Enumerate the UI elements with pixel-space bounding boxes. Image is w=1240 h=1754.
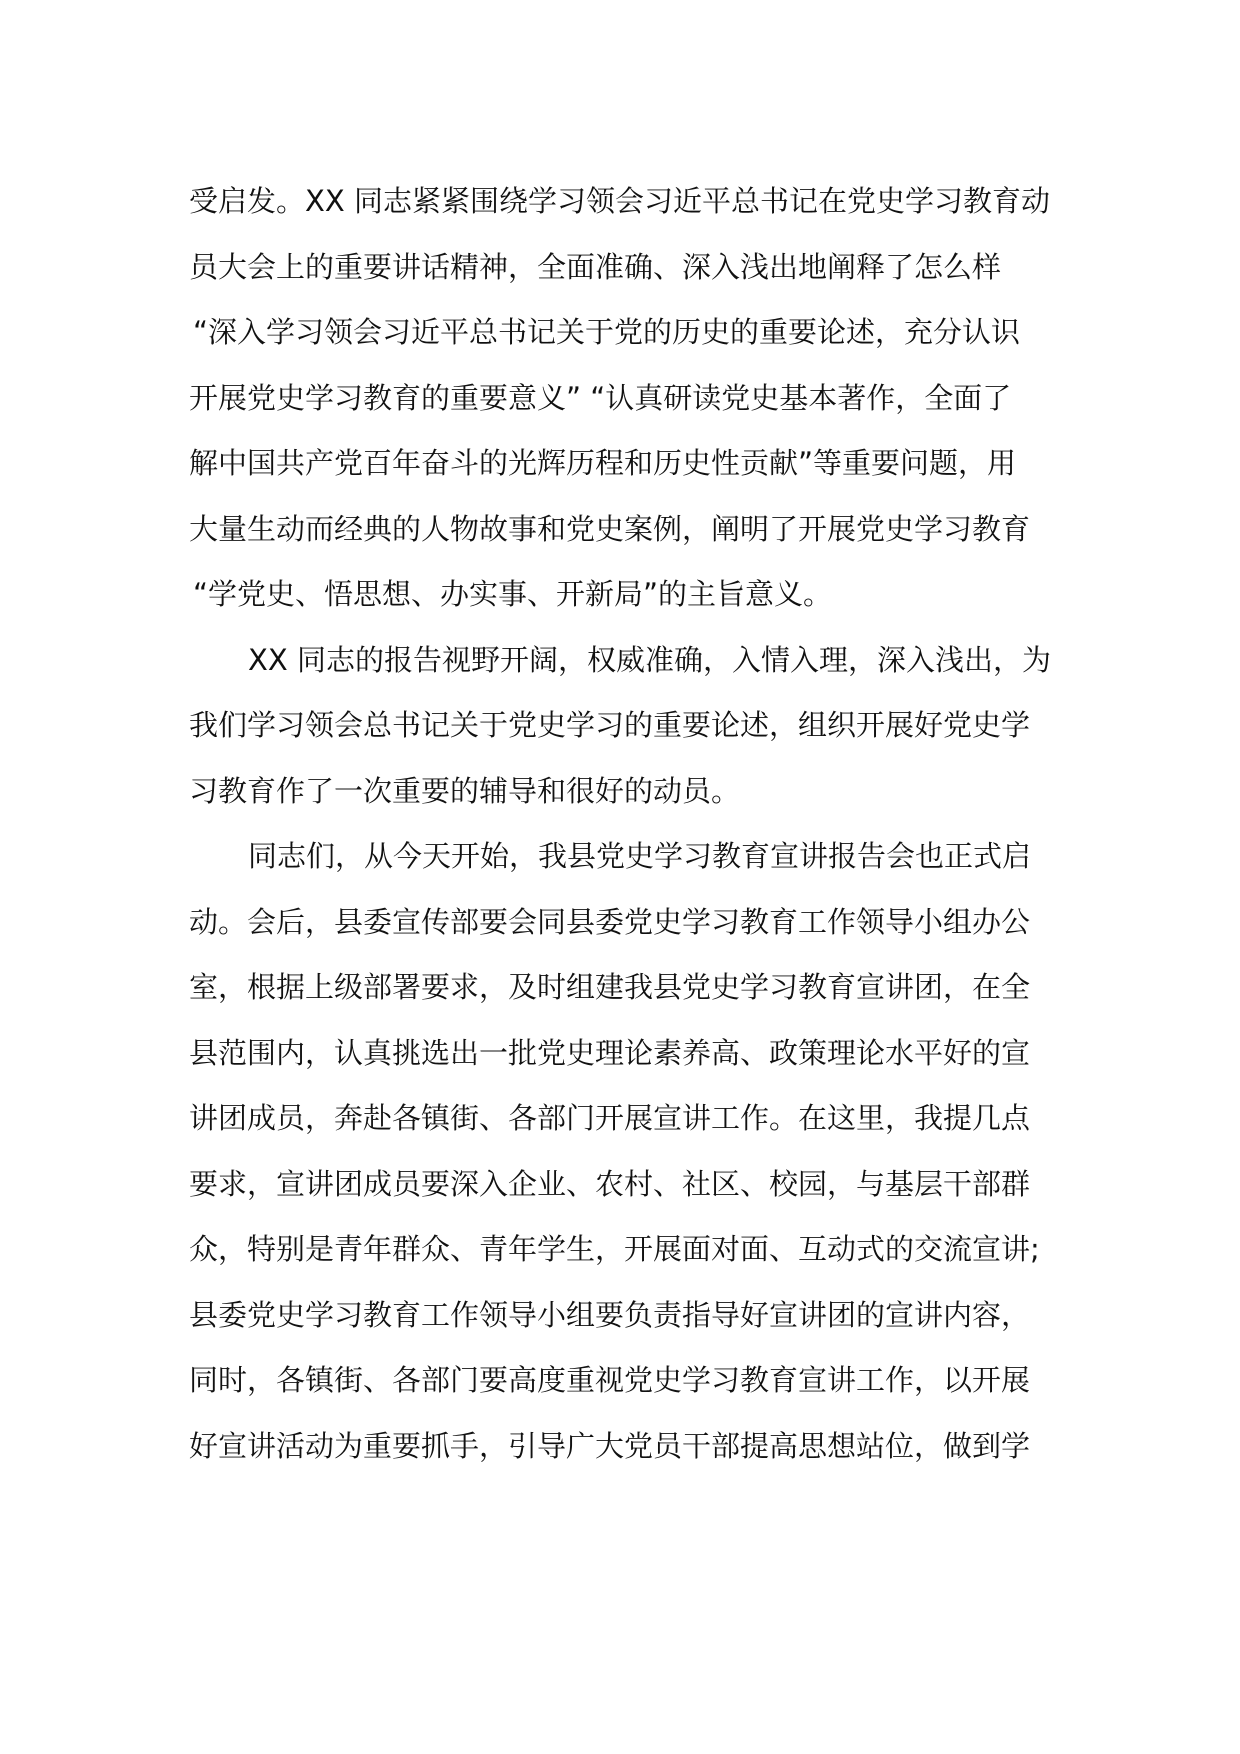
text-line: 讲团成员，奔赴各镇街、各部门开展宣讲工作。在这里，我提几点 <box>189 1101 1031 1135</box>
text-line: 我们学习领会总书记关于党史学习的重要论述，组织开展好党史学 <box>189 708 1031 742</box>
text-line: 开展党史学习教育的重要意义” “认真研读党史基本著作，全面了 <box>189 380 1012 415</box>
text-line: 受启发。XX 同志紧紧围绕学习领会习近平总书记在党史学习教育动 <box>189 184 1050 218</box>
text-line: 习教育作了一次重要的辅导和很好的动员。 <box>189 773 741 808</box>
text-line: 好宣讲活动为重要抓手，引导广大党员干部提高思想站位，做到学 <box>189 1428 1031 1463</box>
paragraph-first-line: 同志们，从今天开始，我县党史学习教育宣讲报告会也正式启 <box>248 839 1032 873</box>
text-line: 室，根据上级部署要求，及时组建我县党史学习教育宣讲团，在全 <box>189 970 1031 1004</box>
text-line: 县范围内，认真挑选出一批党史理论素养高、政策理论水平好的宣 <box>189 1035 1031 1070</box>
text-line: 动。会后，县委宣传部要会同县委党史学习教育工作领导小组办公 <box>189 904 1031 939</box>
text-line: 众，特别是青年群众、青年学生，开展面对面、互动式的交流宣讲; <box>189 1232 1040 1266</box>
body-text <box>189 169 1059 1479</box>
text-line: “深入学习领会习近平总书记关于党的历史的重要论述，充分认识 <box>193 315 1021 349</box>
text-line: 大量生动而经典的人物故事和党史案例，阐明了开展党史学习教育 <box>189 511 1031 546</box>
text-line: 要求，宣讲团成员要深入企业、农村、社区、校园，与基层干部群 <box>189 1166 1031 1201</box>
text-line: 解中国共产党百年奋斗的光辉历程和历史性贡献”等重要问题，用 <box>189 446 1017 480</box>
text-line: 同时，各镇街、各部门要高度重视党史学习教育宣讲工作，以开展 <box>189 1363 1031 1397</box>
paragraph-first-line: XX 同志的报告视野开阔，权威准确，入情入理，深入浅出，为 <box>248 642 1051 677</box>
text-line: 县委党史学习教育工作领导小组要负责指导好宣讲团的宣讲内容， <box>189 1297 1031 1332</box>
text-line: 员大会上的重要讲话精神，全面准确、深入浅出地阐释了怎么样 <box>189 249 1002 284</box>
text-line: “学党史、悟思想、办实事、开新局”的主旨意义。 <box>193 577 833 611</box>
